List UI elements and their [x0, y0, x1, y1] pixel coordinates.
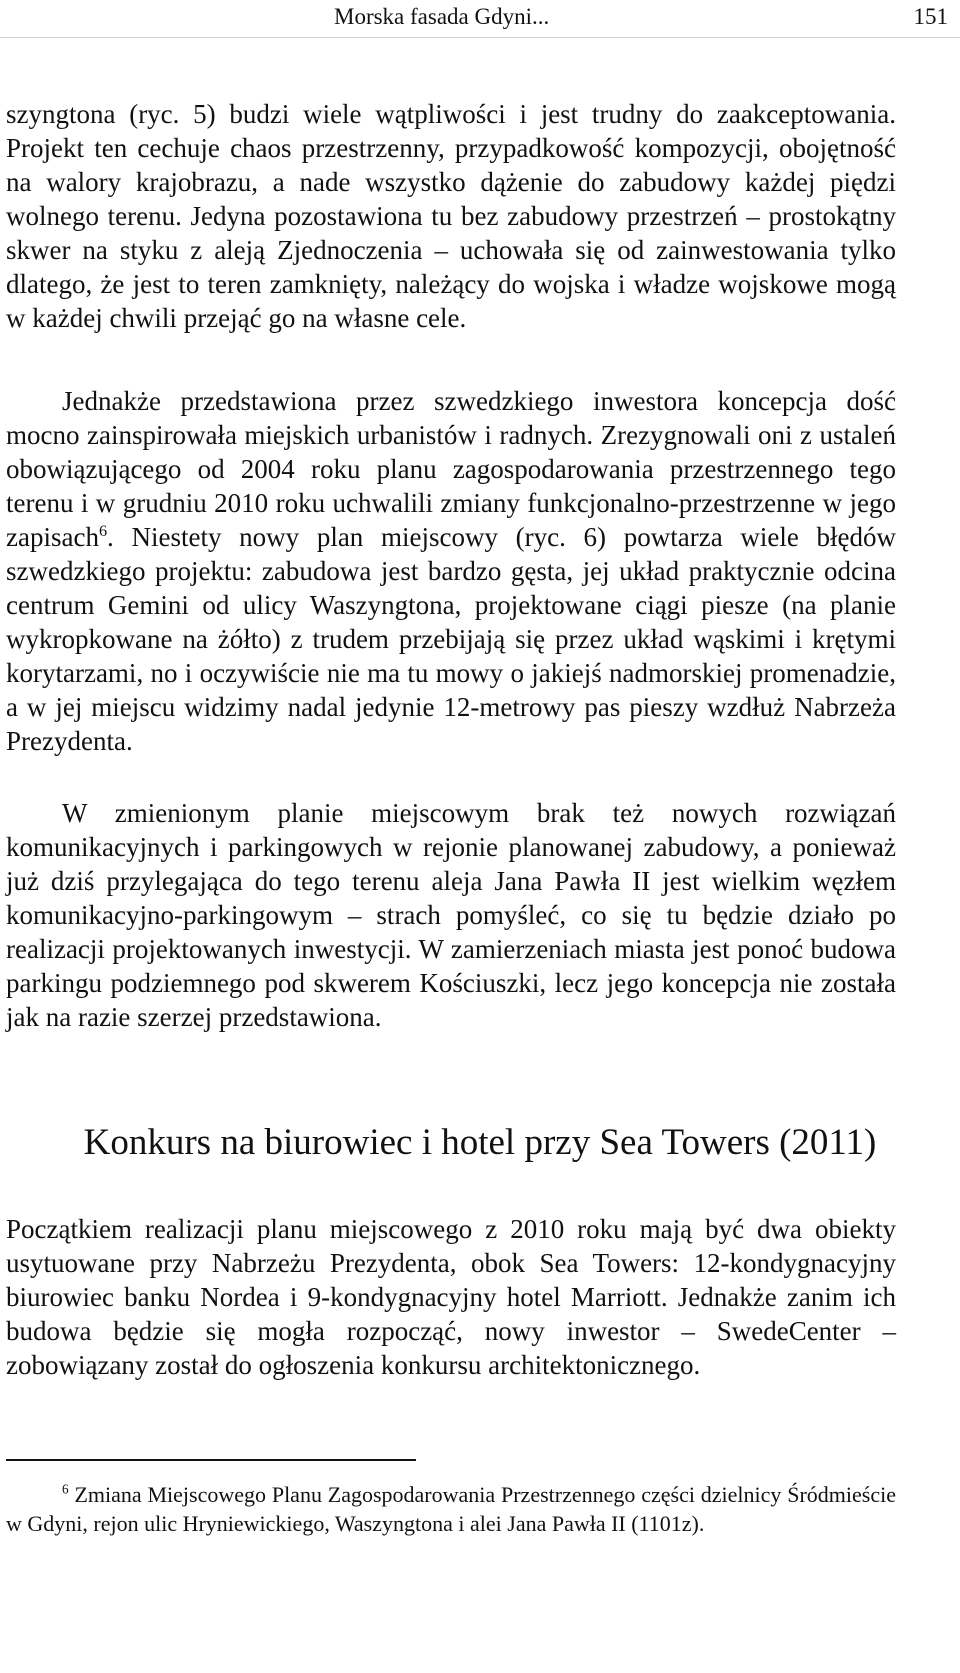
running-title: Morska fasada Gdyni...	[334, 4, 550, 29]
footnote-divider	[6, 1459, 416, 1461]
paragraph-text-after-note: . Niestety nowy plan miejscowy (ryc. 6) powtarza wiele błędów szwedzkiego projektu: zabudowa jest bardzo gęsta, jej układ praktycznie odcina centrum Gemini od ulicy Waszyngtona, projektowane ciągi piesze (na planie wykropkowane na żółto) z trudem przebijają się przez układ wąskimi i krętymi korytarzami, no i oczywiście nie ma tu mowy o jakiejś nadmorskiej promenadzie, a w jej miejscu widzimy nadal jedynie 12-metrowy pas pieszy wzdłuż Nabrzeża Prezydenta.	[6, 522, 896, 756]
footnote	[6, 1480, 896, 1538]
footnote-number: 6	[62, 1481, 69, 1497]
footnote-text: Zmiana Miejscowego Planu Zagospodarowania Przestrzennego części dzielnicy Śródmieście w Gdyni, rejon ulic Hryniewickiego, Waszyngtona i alei Jana Pawła II (1101z).	[6, 1482, 896, 1536]
section-heading: Konkurs na biurowiec i hotel przy Sea Towers (2011)	[83, 1122, 877, 1163]
paragraph-transport: W zmienionym planie miejscowym brak też nowych rozwiązań komunikacyjnych i parkingowych w rejonie planowanej zabudowy, a ponieważ już dziś przylegająca do tego terenu aleja Jana Pawła II jest wielkim węzłem komunikacyjno-parkingowym – strach pomyśleć, co się tu będzie działo po realizacji projektowanych inwestycji. W zamierzeniach miasta jest ponoć budowa parkingu podziemnego pod skwerem Kościuszki, lecz jego koncepcja nie została jak na razie szerzej przedstawiona.	[6, 798, 896, 1032]
running-header	[0, 0, 960, 38]
page-number: 151	[913, 4, 948, 29]
paragraph-plan-changes	[6, 384, 896, 758]
section-paragraph: Początkiem realizacji planu miejscowego z 2010 roku mają być dwa obiekty usytuowane przy Nabrzeżu Prezydenta, obok Sea Towers: 12-kondygnacyjny biurowiec banku Nordea i 9-kondygnacyjny hotel Marriott. Jednakże zanim ich budowa będzie się mogła rozpocząć, nowy inwestor – SwedeCenter – zobowiązany został do ogłoszenia konkursu architektonicznego.	[6, 1214, 896, 1380]
footnote-reference: 6	[98, 522, 108, 540]
paragraph-continued: szyngtona (ryc. 5) budzi wiele wątpliwości i jest trudny do zaakceptowania. Projekt ten cechuje chaos przestrzenny, przypadkowość kompozycji, obojętność na walory krajobrazu, a nade wszystko dążenie do zabudowy każdej piędzi wolnego terenu. Jedyna pozostawiona tu bez zabudowy przestrzeń – prostokątny skwer na styku z aleją Zjednoczenia – uchowała się od zainwestowania tylko dlatego, że jest to teren zamknięty, należący do wojska i władze wojskowe mogą w każdej chwili przejąć go na własne cele.	[6, 99, 896, 333]
paragraph-text-before-note: Jednakże przedstawiona przez szwedzkiego inwestora koncepcja dość mocno zainspirowała miejskich urbanistów i radnych. Zrezygnowali oni z ustaleń obowiązującego od 2004 roku planu zagospodarowania przestrzennego tego terenu i w grudniu 2010 roku uchwalili zmiany funkcjonalno-przestrzenne w jego zapisach	[6, 386, 896, 552]
